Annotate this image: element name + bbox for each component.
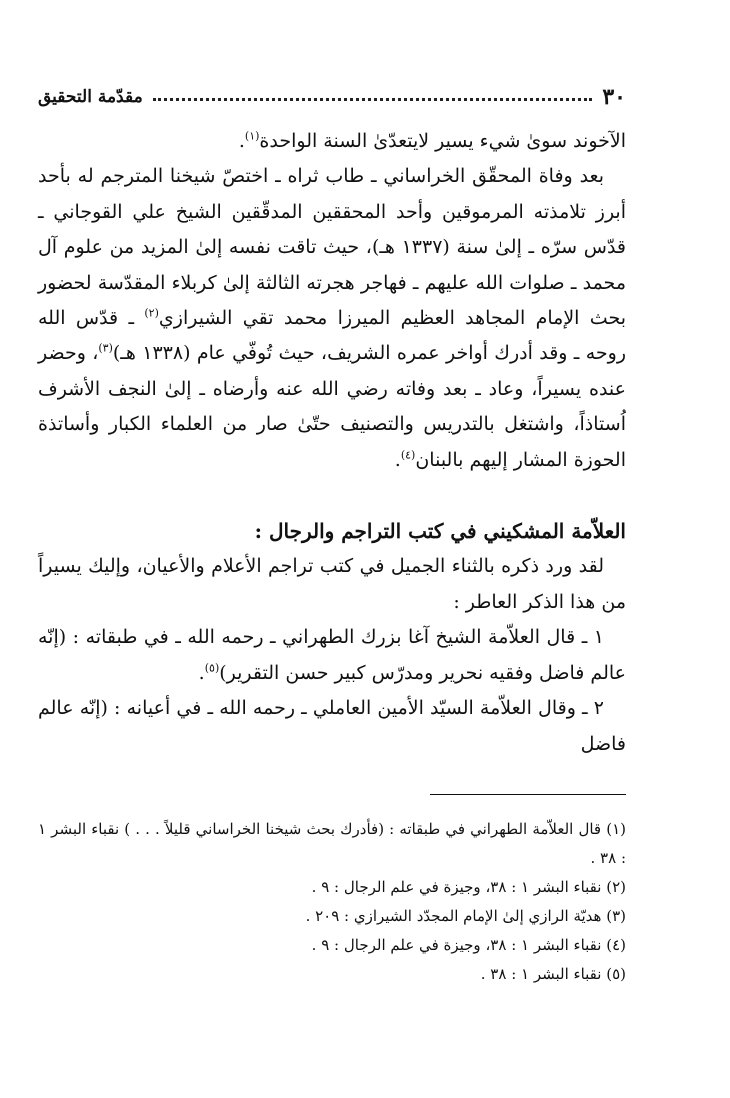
footnote-ref-1: (١) — [244, 129, 260, 143]
paragraph-3: لقد ورد ذكره بالثناء الجميل في كتب تراجم الأعلام والأعيان، وإليك يسيراً من هذا الذكر العاطر : — [38, 555, 626, 613]
footnotes — [38, 815, 626, 989]
footnote-rule — [430, 794, 626, 795]
running-header — [38, 82, 626, 112]
footnote-ref-3: (٣) — [98, 342, 113, 356]
footnote-ref-4: (٤) — [400, 448, 416, 462]
main-text — [38, 124, 626, 762]
paragraph-1: الآخوند سوىٰ شيء يسير لايتعدّىٰ السنة الواحدة$^{(١)}$. — [238, 129, 626, 152]
paragraph-4: ١ ـ قال العلاّمة الشيخ آغا بزرك الطهراني ـ رحمه الله ـ في طبقاته : (إنّه عالم فاضل وفقيه نحرير ومدرّس كبير حسن التقرير)$^{(٥)}$. — [38, 626, 626, 684]
paragraph-2: بعد وفاة المحقّق الخراساني ـ طاب ثراه ـ اختصّ شيخنا المترجم له بأحد أبرز تلامذته المرموقين وأحد المحققين المدقّقين الشيخ علي القوجاني ـ قدّس سرّه ـ إلىٰ سنة (١٣٣٧ هـ)، حيث تاقت نفسه إلىٰ المزيد من علوم آل محمد ـ صلوات الله عليهم ـ فهاجر هجرته الثالثة إلىٰ كربلاء المقدّسة لحضور بحث الإمام المجاهد العظيم الميرزا محمد تقي الشيرازي$^{(٢)}$ ـ قدّس الله روحه ـ وقد أدرك أواخر عمره الشريف، حيث تُوفّي عام (١٣٣٨ هـ)$^{(٣)}$، وحضر عنده يسيراً، وعاد ـ بعد وفاته رضي الله عنه وأرضاه ـ إلىٰ النجف الأشرف اُستاذاً، واشتغل بالتدريس والتصنيف حتّىٰ صار من العلماء الكبار وأساتذة الحوزة المشار إليهم بالبنان$^{(٤)}$. — [38, 165, 627, 471]
footnote-1: (١) قال العلاّمة الطهراني في طبقاته : (فأدرك بحث شيخنا الخراساني قليلاً . . . ) نقباء البشر ١ : ٣٨ . — [38, 820, 626, 867]
running-title: مقدّمة التحقيق — [38, 87, 143, 107]
paragraph-2-text-b: ـ قدّس الله روحه ـ وقد أدرك أواخر عمره الشريف، حيث تُوفّي عام (١٣٣٨ هـ) — [38, 307, 626, 365]
page-number: ٣٠ — [602, 84, 626, 110]
section-heading: العلاّمة المشكيني في كتب التراجم والرجال : — [254, 519, 626, 544]
paragraph-2-text-a: بعد وفاة المحقّق الخراساني ـ طاب ثراه ـ اختصّ شيخنا المترجم له بأحد أبرز تلامذته المرموقين وأحد المحققين المدقّقين الشيخ علي القوجاني ـ قدّس سرّه ـ إلىٰ سنة (١٣٣٧ هـ)، حيث تاقت نفسه إلىٰ المزيد من علوم آل محمد ـ صلوات الله عليهم ـ فهاجر هجرته الثالثة إلىٰ كربلاء المقدّسة لحضور بحث الإمام المجاهد العظيم الميرزا محمد تقي الشيرازي — [38, 165, 627, 330]
footnote-4: (٤) نقباء البشر ١ : ٣٨، وجيزة في علم الرجال : ٩ . — [311, 936, 626, 954]
paragraph-5: ٢ ـ وقال العلاّمة السيّد الأمين العاملي ـ رحمه الله ـ في أعيانه : (إنّه عالم فاضل — [38, 697, 626, 755]
paragraph-2-text-c: ، وحضر عنده يسيراً، وعاد ـ بعد وفاته رضي الله عنه وأرضاه ـ إلىٰ النجف الأشرف اُستاذاً، واشتغل بالتدريس والتصنيف حتّىٰ صار من العلماء الكبار وأساتذة الحوزة المشار إليهم بالبنان — [38, 342, 626, 471]
paragraph-4-text: ١ ـ قال العلاّمة الشيخ آغا بزرك الطهراني ـ رحمه الله ـ في طبقاته : (إنّه عالم فاضل وفقيه نحرير ومدرّس كبير حسن التقرير) — [38, 626, 626, 684]
footnote-ref-5: (٥) — [204, 661, 220, 675]
dot-leader — [153, 98, 593, 101]
section-gap — [38, 478, 626, 514]
footnote-2: (٢) نقباء البشر ١ : ٣٨، وجيزة في علم الرجال : ٩ . — [311, 878, 626, 896]
footnote-ref-2: (٢) — [144, 306, 159, 320]
footnote-5: (٥) نقباء البشر ١ : ٣٨ . — [480, 965, 626, 983]
paragraph-1-text: الآخوند سوىٰ شيء يسير لايتعدّىٰ السنة الواحدة — [259, 130, 626, 152]
footnote-3: (٣) هديّة الرازي إلىٰ الإمام المجدّد الشيرازي : ٢٠٩ . — [305, 907, 626, 925]
